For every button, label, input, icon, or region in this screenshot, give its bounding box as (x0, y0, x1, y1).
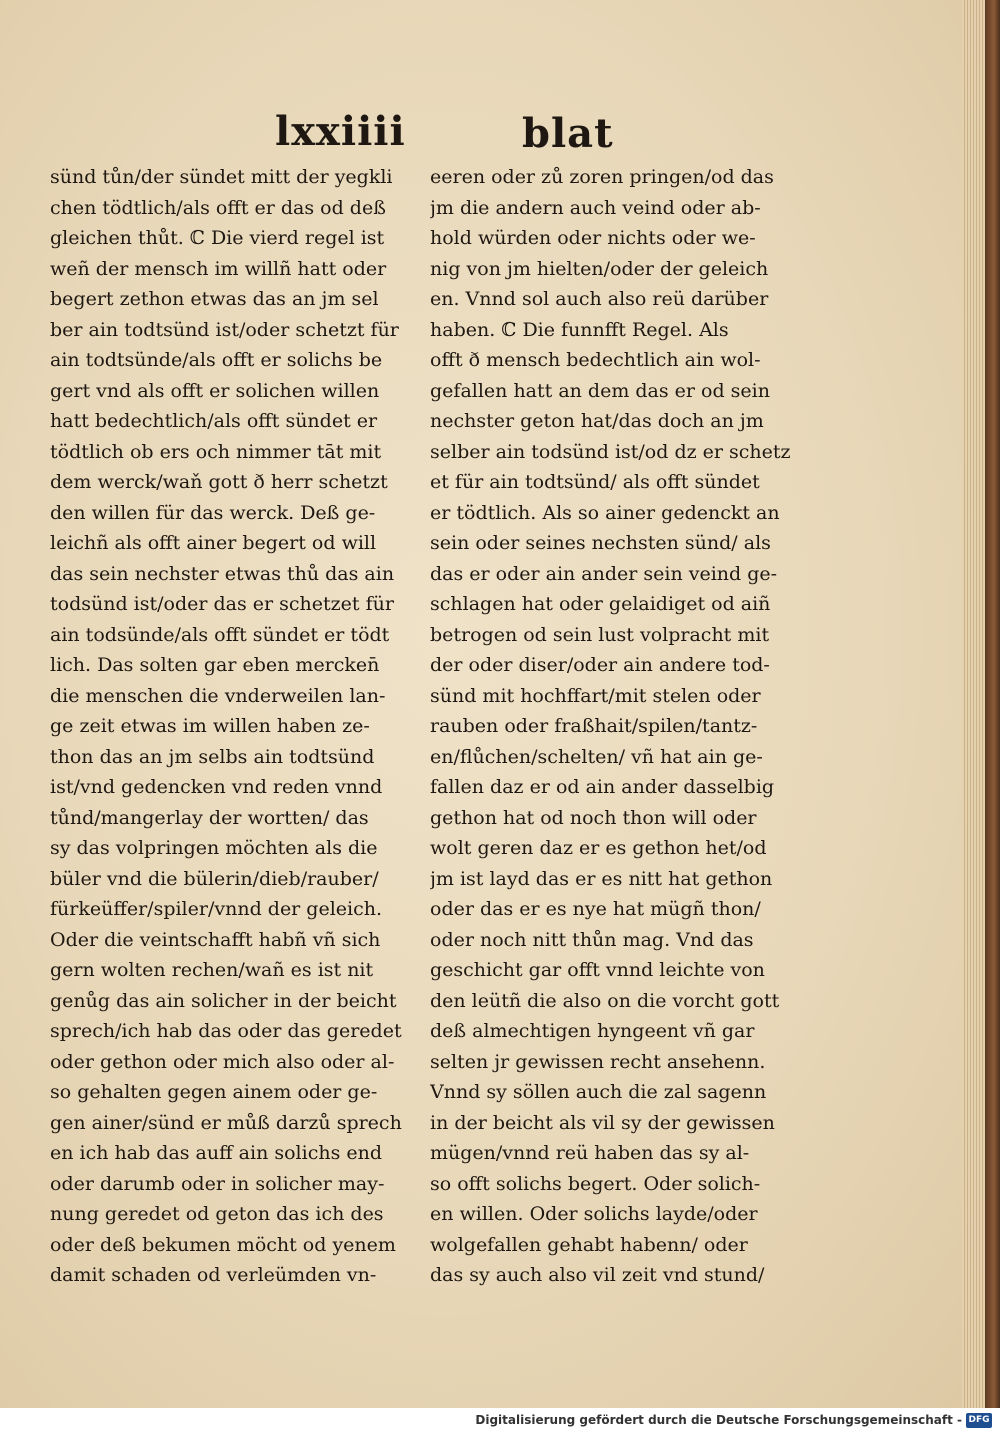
text-line: der oder diser/oder ain andere tod- (430, 654, 770, 676)
folio-number: lxxiiii (275, 108, 406, 155)
text-line: rauben oder fraßhait/spilen/tantz- (430, 715, 758, 737)
text-line: ain todsünde/als offt sündet er tödt (50, 623, 390, 646)
text-line: leichñ als offt ainer begert od will (50, 532, 377, 554)
text-line: gethon hat od noch thon will oder (430, 806, 757, 829)
page-edges (962, 0, 985, 1408)
text-line: lich. Das solten gar eben mercken̄ (50, 654, 380, 676)
dfg-logo: DFG (966, 1413, 992, 1428)
text-line: jm die andern auch veind oder ab- (430, 196, 761, 219)
text-line: en willen. Oder solichs layde/oder (430, 1203, 758, 1225)
funding-notice: Digitalisierung gefördert durch die Deutsche Forschungsgemeinschaft - (475, 1413, 962, 1427)
text-line: betrogen od sein lust volpracht mit (430, 623, 770, 646)
text-line: ge zeit etwas im willen haben ze- (50, 715, 370, 737)
footer-bar (0, 1408, 1000, 1433)
text-line: jm ist layd das er es nitt hat gethon (430, 867, 773, 890)
text-line: er tödtlich. Als so ainer gedenckt an (430, 501, 780, 524)
text-line: in der beicht als vil sy der gewissen (430, 1111, 775, 1134)
text-line: nung geredet od geton das ich des (50, 1203, 384, 1225)
text-line: sy das volpringen möchten als die (50, 837, 378, 859)
text-line: en ich hab das auff ain solichs end (50, 1142, 382, 1164)
text-line: ber ain todtsünd ist/oder schetzt für (50, 318, 399, 341)
text-line: oder noch nitt thůn mag. Vnd das (430, 928, 754, 951)
text-line: nig von jm hielten/oder der geleich (430, 257, 769, 280)
text-line: fürkeüffer/spiler/vnnd der geleich. (50, 898, 383, 920)
text-line: en/flůchen/schelten/ vñ hat ain ge- (430, 745, 763, 768)
text-line: genůg das ain solicher in der beicht (50, 989, 397, 1012)
text-line: weñ der mensch im willñ hatt oder (50, 257, 387, 280)
text-line: oder darumb oder in solicher may- (50, 1172, 385, 1195)
text-line: geschicht gar offt vnnd leichte von (430, 959, 765, 981)
text-line: offt ð mensch bedechtlich ain wol- (430, 349, 761, 371)
text-line: tůnd/mangerlay der wortten/ das (50, 806, 369, 829)
text-line: so gehalten gegen ainem oder ge- (50, 1081, 378, 1103)
text-line: eeren oder zů zoren pringen/od das (430, 166, 774, 188)
text-line: wolgefallen gehabt habenn/ oder (430, 1233, 748, 1256)
text-line: fallen daz er od ain ander dasselbig (430, 776, 775, 798)
text-line: sprech/ich hab das oder das geredet (50, 1020, 402, 1042)
text-line: oder gethon oder mich also oder al- (50, 1050, 395, 1073)
text-line: mügen/vnnd reü haben das sy al- (430, 1142, 750, 1164)
right-text-column (430, 162, 805, 1291)
text-line: den leütñ die also on die vorcht gott (430, 989, 780, 1012)
text-line: ain todtsünde/als offt er solichs be (50, 349, 383, 371)
text-line: haben. ℂ Die funnfft Regel. Als (430, 318, 729, 341)
text-line: dem werck/waň gott ð herr schetzt (50, 471, 388, 493)
text-line: thon das an jm selbs ain todtsünd (50, 745, 375, 768)
text-line: sünd tůn/der sündet mitt der yegkli (50, 166, 393, 188)
text-line: gefallen hatt an dem das er od sein (430, 379, 770, 402)
text-line: sünd mit hochffart/mit stelen oder (430, 684, 761, 707)
text-line: damit schaden od verleümden vn- (50, 1264, 377, 1286)
text-line: die menschen die vnderweilen lan- (50, 684, 386, 707)
text-line: nechster geton hat/das doch an jm (430, 410, 764, 432)
text-line: so offt solichs begert. Oder solich- (430, 1172, 761, 1195)
text-line: oder deß bekumen möcht od yenem (50, 1233, 396, 1256)
text-line: deß almechtigen hyngeent vñ gar (430, 1020, 755, 1042)
text-line: gen ainer/sünd er můß darzů sprech (50, 1111, 402, 1134)
text-line: en. Vnnd sol auch also reü darüber (430, 288, 769, 310)
text-line: Vnnd sy söllen auch die zal sagenn (430, 1081, 767, 1103)
text-line: gleichen thůt. ℂ Die vierd regel ist (50, 227, 385, 249)
text-line: hold würden oder nichts oder we- (430, 227, 756, 249)
book-binding (985, 0, 1000, 1408)
text-line: selten jr gewissen recht ansehenn. (430, 1050, 766, 1073)
text-line: chen tödtlich/als offt er das od deß (50, 196, 386, 219)
text-line: das er oder ain ander sein veind ge- (430, 562, 778, 585)
text-line: ist/vnd gedencken vnd reden vnnd (50, 776, 383, 798)
text-line: et für ain todtsünd/ als offt sündet (430, 471, 760, 493)
text-line: oder das er es nye hat mügñ thon/ (430, 898, 761, 920)
text-line: schlagen hat oder gelaidiget od aiñ (430, 593, 771, 615)
text-line: todsünd ist/oder das er schetzet für (50, 593, 394, 615)
text-line: tödtlich ob ers och nimmer tāt mit (50, 440, 382, 463)
running-head: blat (522, 110, 614, 157)
text-line: gert vnd als offt er solichen willen (50, 379, 380, 402)
text-line: begert zethon etwas das an jm sel (50, 288, 379, 310)
text-line: hatt bedechtlich/als offt sündet er (50, 410, 378, 432)
text-line: selber ain todsünd ist/od dz er schetz (430, 440, 791, 463)
text-line: das sy auch also vil zeit vnd stund/ (430, 1264, 765, 1286)
text-line: wolt geren daz er es gethon het/od (430, 837, 767, 859)
text-line: das sein nechster etwas thů das ain (50, 562, 395, 585)
text-line: gern wolten rechen/wañ es ist nit (50, 959, 374, 981)
text-line: büler vnd die bülerin/dieb/rauber/ (50, 867, 379, 890)
text-line: Oder die veintschafft habñ vñ sich (50, 928, 381, 951)
text-line: den willen für das werck. Deß ge- (50, 501, 376, 524)
text-line: sein oder seines nechsten sünd/ als (430, 532, 771, 554)
left-text-column (50, 162, 410, 1291)
